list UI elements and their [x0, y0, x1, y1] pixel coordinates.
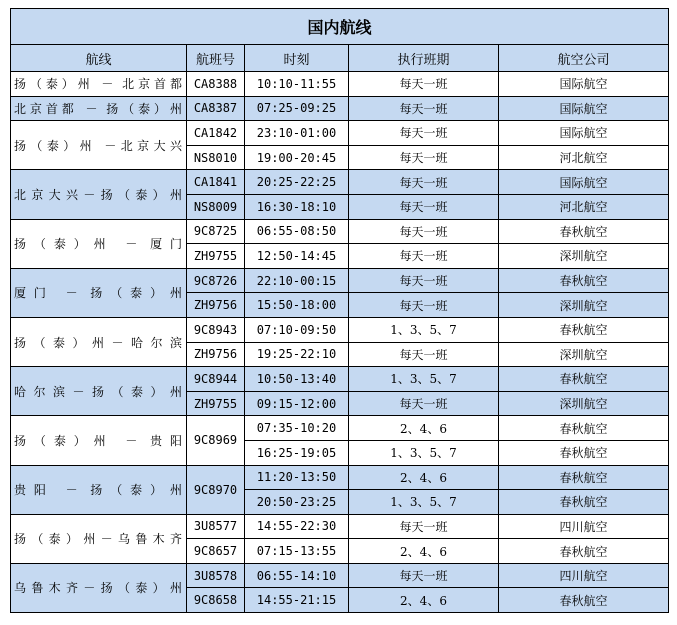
time-cell: 11:20-13:50	[245, 465, 349, 490]
airline-cell: 春秋航空	[499, 490, 669, 515]
flight-number-cell: CA1841	[187, 170, 245, 195]
time-cell: 07:35-10:20	[245, 416, 349, 441]
schedule-cell: 2、4、6	[349, 539, 499, 564]
airline-cell: 深圳航空	[499, 391, 669, 416]
time-cell: 10:10-11:55	[245, 72, 349, 97]
flight-number-cell: 9C8726	[187, 268, 245, 293]
airline-cell: 春秋航空	[499, 367, 669, 392]
flight-number-cell: ZH9756	[187, 293, 245, 318]
time-cell: 07:10-09:50	[245, 317, 349, 342]
time-cell: 19:00-20:45	[245, 145, 349, 170]
schedule-cell: 每天一班	[349, 121, 499, 146]
flight-number-cell: 9C8725	[187, 219, 245, 244]
airline-cell: 春秋航空	[499, 440, 669, 465]
airline-cell: 春秋航空	[499, 317, 669, 342]
table-row	[11, 514, 669, 539]
table-row	[11, 367, 669, 392]
time-cell: 12:50-14:45	[245, 244, 349, 269]
table-row	[11, 465, 669, 490]
time-cell: 07:15-13:55	[245, 539, 349, 564]
route-cell: 哈尔滨－扬（泰）州	[11, 367, 187, 416]
airline-cell: 河北航空	[499, 194, 669, 219]
schedule-cell: 每天一班	[349, 244, 499, 269]
time-cell: 15:50-18:00	[245, 293, 349, 318]
airline-cell: 国际航空	[499, 96, 669, 121]
table-row	[11, 121, 669, 146]
table-row	[11, 72, 669, 97]
flight-number-cell: 9C8969	[187, 416, 245, 465]
time-cell: 19:25-22:10	[245, 342, 349, 367]
table-row	[11, 219, 669, 244]
schedule-cell: 每天一班	[349, 219, 499, 244]
flight-schedule-document	[10, 8, 668, 613]
airline-cell: 四川航空	[499, 514, 669, 539]
flight-number-cell: NS8010	[187, 145, 245, 170]
airline-cell: 深圳航空	[499, 342, 669, 367]
route-cell: 乌鲁木齐－扬（泰）州	[11, 563, 187, 612]
header-route: 航线	[11, 45, 187, 72]
header-flight: 航班号	[187, 45, 245, 72]
flight-number-cell: CA1842	[187, 121, 245, 146]
header-airline: 航空公司	[499, 45, 669, 72]
schedule-cell: 每天一班	[349, 145, 499, 170]
time-cell: 14:55-21:15	[245, 588, 349, 613]
time-cell: 07:25-09:25	[245, 96, 349, 121]
schedule-cell: 每天一班	[349, 72, 499, 97]
flight-number-cell: ZH9756	[187, 342, 245, 367]
time-cell: 06:55-08:50	[245, 219, 349, 244]
flight-number-cell: 9C8657	[187, 539, 245, 564]
flight-number-cell: 9C8658	[187, 588, 245, 613]
time-cell: 22:10-00:15	[245, 268, 349, 293]
time-cell: 23:10-01:00	[245, 121, 349, 146]
flight-number-cell: ZH9755	[187, 244, 245, 269]
route-cell: 扬（泰）州 － 北京首都	[11, 72, 187, 97]
flight-number-cell: 9C8970	[187, 465, 245, 514]
flight-number-cell: 3U8577	[187, 514, 245, 539]
schedule-cell: 每天一班	[349, 96, 499, 121]
time-cell: 10:50-13:40	[245, 367, 349, 392]
schedule-cell: 每天一班	[349, 391, 499, 416]
schedule-cell: 2、4、6	[349, 465, 499, 490]
airline-cell: 春秋航空	[499, 588, 669, 613]
airline-cell: 深圳航空	[499, 293, 669, 318]
schedule-cell: 每天一班	[349, 342, 499, 367]
header-row	[11, 45, 669, 72]
airline-cell: 春秋航空	[499, 416, 669, 441]
flight-number-cell: CA8387	[187, 96, 245, 121]
time-cell: 16:30-18:10	[245, 194, 349, 219]
schedule-cell: 每天一班	[349, 194, 499, 219]
flight-number-cell: CA8388	[187, 72, 245, 97]
schedule-cell: 1、3、5、7	[349, 490, 499, 515]
airline-cell: 河北航空	[499, 145, 669, 170]
table-row	[11, 416, 669, 441]
schedule-cell: 每天一班	[349, 514, 499, 539]
time-cell: 20:50-23:25	[245, 490, 349, 515]
time-cell: 14:55-22:30	[245, 514, 349, 539]
flight-number-cell: NS8009	[187, 194, 245, 219]
time-cell: 20:25-22:25	[245, 170, 349, 195]
route-cell: 北京大兴－扬（泰）州	[11, 170, 187, 219]
route-cell: 扬（泰）州－哈尔滨	[11, 317, 187, 366]
schedule-cell: 2、4、6	[349, 588, 499, 613]
airline-cell: 深圳航空	[499, 244, 669, 269]
table-row	[11, 268, 669, 293]
airline-cell: 国际航空	[499, 72, 669, 97]
airline-cell: 春秋航空	[499, 219, 669, 244]
route-cell: 扬（泰）州 － 厦门	[11, 219, 187, 268]
flight-number-cell: 9C8944	[187, 367, 245, 392]
airline-cell: 春秋航空	[499, 539, 669, 564]
table-row	[11, 170, 669, 195]
airline-cell: 四川航空	[499, 563, 669, 588]
header-schedule: 执行班期	[349, 45, 499, 72]
schedule-cell: 每天一班	[349, 170, 499, 195]
table-row	[11, 96, 669, 121]
route-cell: 扬（泰）州 － 贵阳	[11, 416, 187, 465]
route-cell: 北京首都 － 扬（泰）州	[11, 96, 187, 121]
time-cell: 16:25-19:05	[245, 440, 349, 465]
flight-table	[10, 8, 669, 613]
route-cell: 扬（泰）州－乌鲁木齐	[11, 514, 187, 563]
flight-number-cell: 9C8943	[187, 317, 245, 342]
route-cell: 贵阳 － 扬（泰）州	[11, 465, 187, 514]
route-cell: 厦门 － 扬（泰）州	[11, 268, 187, 317]
airline-cell: 国际航空	[499, 170, 669, 195]
schedule-cell: 1、3、5、7	[349, 367, 499, 392]
schedule-cell: 1、3、5、7	[349, 317, 499, 342]
route-cell: 扬（泰）州 －北京大兴	[11, 121, 187, 170]
airline-cell: 春秋航空	[499, 268, 669, 293]
schedule-cell: 2、4、6	[349, 416, 499, 441]
schedule-cell: 每天一班	[349, 563, 499, 588]
airline-cell: 国际航空	[499, 121, 669, 146]
flight-number-cell: ZH9755	[187, 391, 245, 416]
header-time: 时刻	[245, 45, 349, 72]
table-row	[11, 563, 669, 588]
flight-number-cell: 3U8578	[187, 563, 245, 588]
airline-cell: 春秋航空	[499, 465, 669, 490]
schedule-cell: 每天一班	[349, 293, 499, 318]
table-title: 国内航线	[11, 9, 669, 45]
time-cell: 09:15-12:00	[245, 391, 349, 416]
schedule-cell: 1、3、5、7	[349, 440, 499, 465]
schedule-cell: 每天一班	[349, 268, 499, 293]
table-row	[11, 317, 669, 342]
time-cell: 06:55-14:10	[245, 563, 349, 588]
